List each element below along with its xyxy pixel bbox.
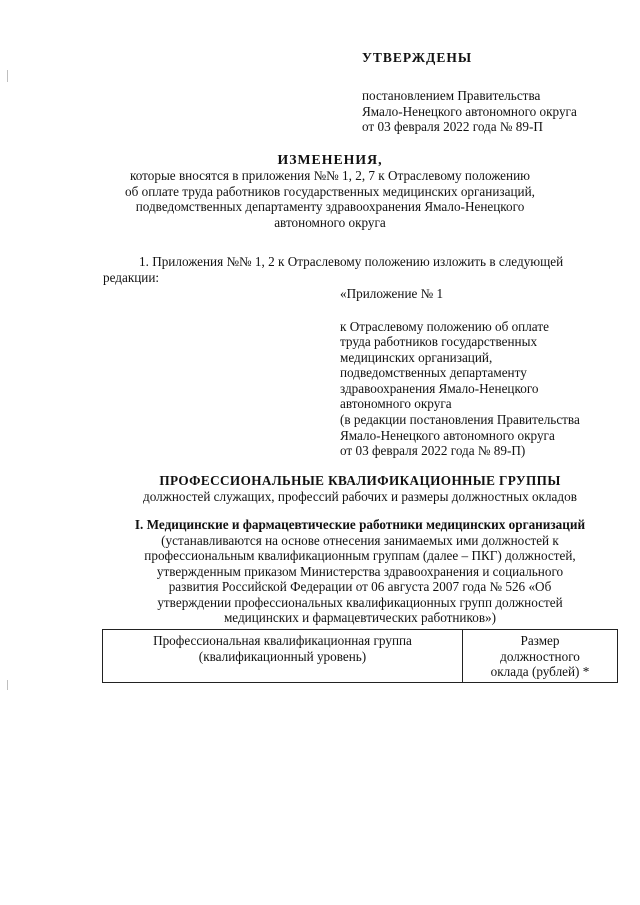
table-header-salary (463, 630, 618, 683)
approval-line: постановлением Правительства (362, 87, 541, 103)
changes-heading (100, 152, 560, 231)
section-1-line: утвержденным приказом Министерства здравоохранения и социального (156, 563, 564, 579)
table-header-group (103, 630, 463, 683)
appendix-line: (в редакции постановления Правительства (340, 412, 580, 428)
scan-artifact (7, 70, 8, 82)
table-header-line: должностного (500, 648, 580, 664)
appendix-line: Ямало-Ненецкого автономного округа (340, 427, 555, 443)
paragraph-1-line: редакции: (103, 269, 160, 285)
approval-block (362, 50, 622, 135)
changes-line: которые вносятся в приложения №№ 1, 2, 7 к Отраслевому положению (130, 168, 530, 184)
section-1-line: профессиональным квалификационным группам (далее – ПКГ) должностей, (144, 548, 576, 564)
approval-line: от 03 февраля 2022 года № 89-П (362, 119, 543, 135)
table-header-line: (квалификационный уровень) (198, 648, 367, 664)
approval-line: Ямало-Ненецкого автономного округа (362, 103, 577, 119)
salary-table (102, 629, 618, 683)
scan-artifact (7, 680, 8, 690)
pkg-title: ПРОФЕССИОНАЛЬНЫЕ КВАЛИФИКАЦИОННЫЕ ГРУППЫ (159, 473, 561, 488)
changes-line: об оплате труда работников государственных медицинских организаций, (125, 183, 535, 199)
appendix-title: «Приложение № 1 (340, 286, 444, 301)
section-1 (100, 517, 620, 626)
approval-title: УТВЕРЖДЕНЫ (362, 50, 473, 65)
section-1-line: медицинских и фармацевтических работников») (223, 610, 497, 626)
section-1-line: развития Российской Федерации от 06 августа 2007 года № 526 «Об (168, 579, 552, 595)
appendix-line: подведомственных департаменту (340, 365, 527, 381)
appendix-header (340, 286, 620, 459)
paragraph-1-line: 1. Приложения №№ 1, 2 к Отраслевому положению изложить в следующей (139, 254, 564, 269)
appendix-line: медицинских организаций, (340, 349, 493, 365)
section-1-line: (устанавливаются на основе отнесения занимаемых ими должностей к (161, 532, 559, 548)
appendix-line: от 03 февраля 2022 года № 89-П) (340, 443, 526, 459)
paragraph-1 (103, 254, 613, 285)
pkg-subtitle: должностей служащих, профессий рабочих и размеры должностных окладов (143, 488, 577, 504)
changes-line: автономного округа (274, 215, 386, 230)
changes-line: подведомственных департаменту здравоохранения Ямало-Ненецкого (135, 199, 525, 215)
appendix-line: к Отраслевому положению об оплате (340, 318, 549, 334)
section-1-title: I. Медицинские и фармацевтические работники медицинских организаций (134, 517, 586, 532)
appendix-line: автономного округа (340, 396, 452, 412)
table-header-row (103, 630, 618, 683)
appendix-line: труда работников государственных (340, 334, 538, 350)
pkg-heading (100, 473, 620, 504)
table-header-line: Размер (520, 633, 560, 648)
table-header-line: оклада (рублей) * (490, 664, 590, 680)
section-1-line: утверждении профессиональных квалификационных групп должностей (157, 594, 563, 610)
changes-title: ИЗМЕНЕНИЯ, (277, 152, 383, 167)
table-header-line: Профессиональная квалификационная группа (153, 633, 412, 648)
appendix-line: здравоохранения Ямало-Ненецкого (340, 380, 539, 396)
